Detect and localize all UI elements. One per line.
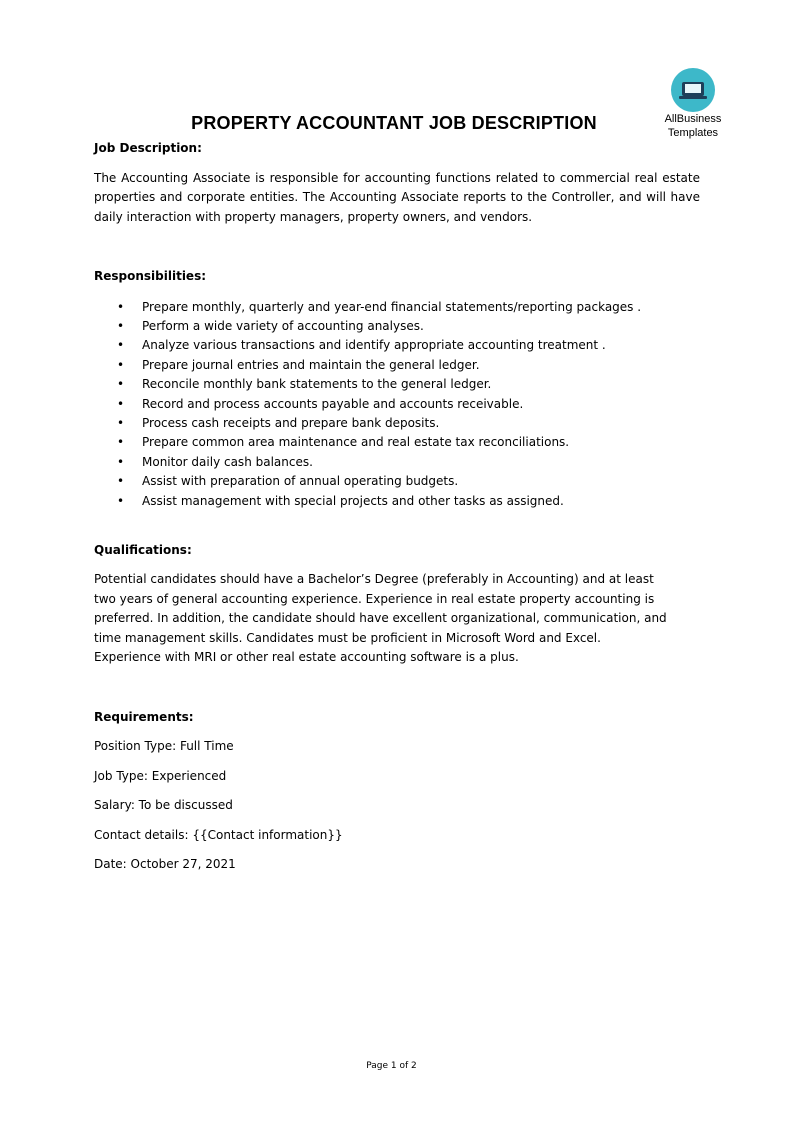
- list-item: • Prepare monthly, quarterly and year-end financial statements/reporting packages .: [94, 298, 700, 317]
- contact-details: Contact details: {{Contact information}}: [94, 827, 343, 842]
- list-item: • Prepare common area maintenance and real estate tax reconciliations.: [94, 433, 700, 452]
- responsibilities-heading: Responsibilities:: [94, 269, 207, 283]
- laptop-icon: [671, 68, 715, 112]
- document-title: PROPERTY ACCOUNTANT JOB DESCRIPTION: [191, 113, 597, 133]
- logo-text-line1: AllBusiness: [664, 113, 722, 125]
- list-item: • Analyze various transactions and identify appropriate accounting treatment .: [94, 336, 700, 355]
- bullet-icon: •: [117, 396, 125, 411]
- list-item: • Reconcile monthly bank statements to the general ledger.: [94, 375, 700, 394]
- bullet-icon: •: [117, 415, 125, 430]
- qualifications-line: time management skills. Candidates must be proficient in Microsoft Word and Excel.: [94, 630, 601, 645]
- qualifications-line: preferred. In addition, the candidate should have excellent organizational, communication, and: [94, 611, 667, 626]
- bullet-icon: •: [117, 454, 125, 469]
- job-type: Job Type: Experienced: [94, 768, 227, 783]
- job-description-heading: Job Description:: [94, 141, 202, 155]
- qualifications-heading: Qualifications:: [94, 542, 192, 557]
- bullet-icon: •: [117, 357, 125, 372]
- qualifications-line: Experience with MRI or other real estate accounting software is a plus.: [94, 650, 519, 665]
- list-item: • Record and process accounts payable and accounts receivable.: [94, 395, 700, 414]
- list-item: • Assist management with special projects and other tasks as assigned.: [94, 492, 700, 511]
- bullet-icon: •: [117, 493, 125, 508]
- list-item: • Prepare journal entries and maintain the general ledger.: [94, 356, 700, 375]
- bullet-icon: •: [117, 299, 125, 314]
- qualifications-line: Potential candidates should have a Bachelor’s Degree (preferably in Accounting) and at least: [94, 572, 654, 587]
- job-description-text: The Accounting Associate is responsible for accounting functions related to commercial real estate properties and corporate entities. The Accounting Associate reports to the Controller, and will have daily interaction with property managers, property owners, and vendors.: [94, 170, 700, 224]
- list-item: • Process cash receipts and prepare bank deposits.: [94, 414, 700, 433]
- list-item: • Monitor daily cash balances.: [94, 453, 700, 472]
- bullet-icon: •: [117, 474, 125, 489]
- logo-text-line2: Templates: [667, 127, 719, 139]
- date: Date: October 27, 2021: [94, 857, 236, 872]
- responsibilities-list: [94, 298, 700, 511]
- page-number: Page 1 of 2: [366, 1061, 417, 1071]
- bullet-icon: •: [117, 318, 125, 333]
- qualifications-line: two years of general accounting experience. Experience in real estate property accounting is: [94, 591, 655, 606]
- bullet-icon: •: [117, 338, 125, 353]
- list-item: • Perform a wide variety of accounting analyses.: [94, 317, 700, 336]
- bullet-icon: •: [117, 377, 125, 392]
- salary: Salary: To be discussed: [94, 798, 233, 813]
- list-item: • Assist with preparation of annual operating budgets.: [94, 472, 700, 491]
- position-type: Position Type: Full Time: [94, 739, 234, 754]
- requirements-heading: Requirements:: [94, 709, 194, 724]
- qualifications-text: [94, 570, 669, 668]
- document-body: [94, 139, 700, 875]
- bullet-icon: •: [117, 435, 125, 450]
